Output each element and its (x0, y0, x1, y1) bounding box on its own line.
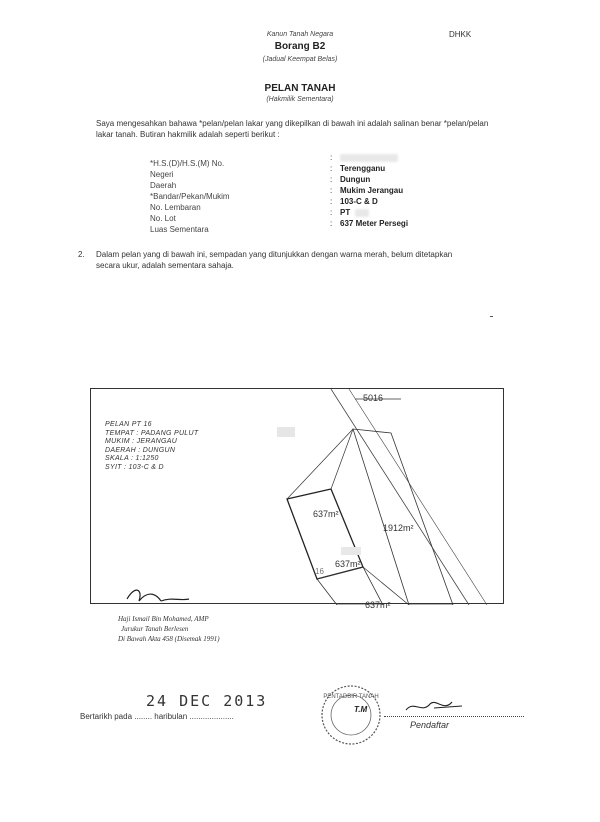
official-seal (320, 684, 382, 746)
detail-value: 637 Meter Persegi (340, 219, 409, 228)
form-code: DHKK (449, 30, 472, 39)
detail-row: No. Lembaran : 103-C & D (150, 197, 378, 212)
plan-legend-line: MUKIM : JERANGAU (105, 438, 178, 445)
area-label: 637m² (335, 559, 361, 569)
intro-line-2: lakar tanah. Butiran hakmilik adalah seperti berikut : (96, 130, 280, 139)
surveyor-name: Haji Ismail Bin Mohamed, AMP (118, 615, 209, 623)
dated-line: Bertarikh pada ........ haribulan .................... (80, 712, 234, 721)
intro-line-1: Saya mengesahkan bahawa *pelan/pelan lakar yang dikepilkan di bawah ini adalah salinan benar *pelan/pelan (96, 119, 489, 128)
detail-value: Dungun (340, 175, 371, 184)
detail-label: Luas Sementara (150, 225, 209, 234)
registrar-label: Pendaftar (410, 720, 450, 730)
speck (490, 316, 493, 317)
signature-line (384, 716, 524, 717)
plan-legend (105, 421, 198, 472)
detail-row: *H.S.(D)/H.S.(M) No. : (150, 153, 480, 164)
page-title: PELAN TANAH (264, 83, 336, 94)
surveyor-role: Jurukur Tanah Berlesen (121, 625, 189, 633)
form-title: Borang B2 (274, 41, 326, 52)
area-label: 1912m² (383, 523, 414, 533)
redacted-value (355, 209, 369, 217)
lot-number-label: 5016 (363, 393, 384, 403)
detail-label: Daerah (150, 181, 177, 190)
detail-row: Negeri : Terengganu (150, 164, 386, 179)
boundary-line (331, 389, 469, 605)
plan-legend-line: SKALA : 1:1250 (105, 455, 159, 462)
surveyor-signature (127, 590, 189, 601)
boundary-line (331, 429, 353, 489)
boundary-line (287, 429, 353, 499)
detail-row: No. Lot : PT (150, 208, 480, 219)
plan-legend-line: DAERAH : DUNGUN (105, 446, 176, 454)
detail-value: 103-C & D (340, 197, 378, 206)
plan-legend-line: TEMPAT : PADANG PULUT (105, 429, 199, 437)
redacted-mark (277, 427, 295, 437)
detail-row: *Bandar/Pekan/Mukim : Mukim Jerangau (150, 186, 404, 201)
date-stamp: 24 DEC 2013 (146, 692, 268, 710)
plan-legend-line: SYIT : 103-C & D (105, 463, 164, 471)
page-subtitle: (Hakmilik Sementara) (266, 96, 334, 103)
area-label: 637m² (313, 509, 339, 519)
side-lot-label: 16 (315, 567, 324, 576)
surveyor-info (118, 614, 220, 644)
detail-label: *H.S.(D)/H.S.(M) No. (150, 159, 225, 168)
title-details (150, 153, 480, 234)
detail-label: Negeri (150, 170, 174, 179)
plan-legend-line: PELAN PT 16 (105, 421, 152, 428)
detail-value: Terengganu (340, 164, 386, 173)
lot-1912 (353, 429, 453, 605)
note-number: 2. (78, 250, 85, 259)
office-name: Kanun Tanah Negara (266, 31, 334, 38)
tm-mark: T.M (354, 705, 368, 714)
surveyor-act: Di Bawah Akta 458 (Disemak 1991) (118, 635, 220, 643)
form-schedule: (Jadual Keempat Belas) (262, 56, 338, 63)
redacted-mark (341, 547, 361, 555)
detail-value: Mukim Jerangau (340, 186, 404, 195)
note-line-1: Dalam pelan yang di bawah ini, sempadan yang ditunjukkan dengan warna merah, belum ditetapkan (96, 250, 453, 259)
detail-label: No. Lembaran (150, 203, 201, 212)
detail-row: Luas Sementara : 637 Meter Persegi (150, 219, 409, 234)
redacted-value (340, 154, 398, 162)
detail-row: Daerah : Dungun (150, 175, 371, 190)
seal-text: PENTADBIR TANAH (323, 694, 379, 700)
detail-value: PT (340, 208, 351, 217)
land-plan (90, 388, 504, 610)
note-line-2: secara ukur, adalah sementara sahaja. (96, 261, 234, 270)
detail-label: *Bandar/Pekan/Mukim (150, 192, 230, 201)
area-label: 637m² (365, 600, 391, 610)
detail-label: No. Lot (150, 214, 176, 223)
